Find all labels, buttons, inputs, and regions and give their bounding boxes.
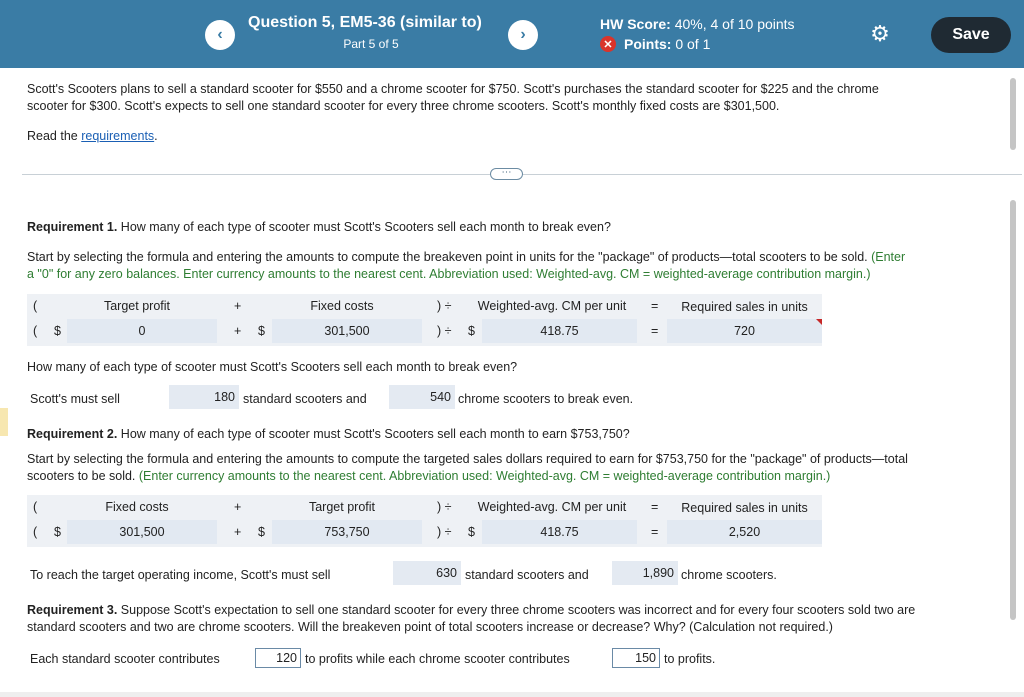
hw-score-value: 40%, 4 of 10 points — [674, 16, 795, 32]
plus-sign: + — [234, 500, 242, 514]
req2-instr-black: scooters to be sold. — [27, 469, 139, 483]
req1-standard-text: standard scooters and — [243, 392, 367, 406]
plus-sign: + — [234, 324, 242, 338]
chevron-right-icon: › — [520, 26, 526, 43]
req1-must-sell-label: Scott's must sell — [30, 392, 120, 406]
req3-contrib-prefix: Each standard scooter contributes — [30, 652, 220, 666]
error-marker — [816, 319, 822, 325]
req1-instr-line-1 — [27, 249, 905, 266]
intro-line-1: Scott's Scooters plans to sell a standard scooter for $550 and a chrome scooter for $750. Scott's purchases the standard scooter for $225 and the chrome — [27, 82, 879, 96]
col-fixed-costs-label: Fixed costs — [105, 500, 169, 514]
req1-instr-green: (Enter — [871, 250, 906, 264]
plus-sign: + — [234, 299, 242, 313]
close-divide: ) ÷ — [437, 299, 452, 313]
col-required-label: Required sales in units — [681, 300, 808, 314]
req3-contrib-suffix: to profits. — [664, 652, 716, 666]
close-divide: ) ÷ — [437, 324, 452, 338]
req3-line-2: standard scooters and two are chrome scooters. Will the breakeven point of total scooters increase or decrease? Why? (Calculation not required.) — [27, 620, 833, 634]
col-target-profit-label: Target profit — [103, 299, 170, 313]
dollar-sign: $ — [258, 324, 265, 338]
dollar-sign: $ — [54, 324, 61, 338]
req2-title-bold: Requirement 2. — [27, 427, 118, 441]
req1-chrome-text: chrome scooters to break even. — [458, 392, 634, 406]
req1-instr-line-2: a "0" for any zero balances. Enter currency amounts to the nearest cent. Abbreviation used: Weighted-avg. CM = weighted-average contribution margin.) — [27, 267, 871, 281]
top-scrollbar[interactable] — [1010, 78, 1016, 150]
req2-title-text: How many of each type of scooter must Scott's Scooters sell each month to earn $753,750? — [117, 427, 630, 441]
col-required-label: Required sales in units — [681, 501, 808, 515]
req2-chrome-text: chrome scooters. — [681, 568, 777, 582]
read-prefix: Read the — [27, 129, 82, 143]
req2-instr-line-1: Start by selecting the formula and entering the amounts to compute the targeted sales dollars required to earn for $753,750 for the "package" of products—total — [27, 452, 908, 466]
question-title: Question 5, EM5-36 (similar to) — [248, 14, 482, 31]
incorrect-icon: ✕ — [600, 36, 616, 52]
req1-standard-input[interactable]: 180 — [169, 385, 239, 409]
bottom-bar — [0, 692, 1024, 697]
cm-per-unit-input[interactable]: 418.75 — [482, 520, 637, 544]
dollar-sign: $ — [468, 324, 475, 338]
req2-instr-line-2 — [27, 468, 830, 485]
expand-more-button[interactable]: ⋯ — [490, 168, 523, 180]
req3-title-bold: Requirement 3. — [27, 603, 118, 617]
col-cm-label: Weighted-avg. CM per unit — [477, 500, 627, 514]
req1-title-text: How many of each type of scooter must Scott's Scooters sell each month to break even? — [117, 220, 611, 234]
req1-title — [27, 219, 611, 236]
col-target-profit-label: Target profit — [308, 500, 375, 514]
dollar-sign: $ — [54, 525, 61, 539]
col-cm-label: Weighted-avg. CM per unit — [477, 299, 627, 313]
dollar-sign: $ — [258, 525, 265, 539]
plus-sign: + — [234, 525, 242, 539]
equals-sign: = — [651, 500, 659, 514]
open-paren: ( — [33, 500, 38, 514]
read-suffix: . — [154, 129, 158, 143]
equals-sign: = — [651, 299, 659, 313]
left-marker — [0, 408, 8, 436]
save-button[interactable]: Save — [931, 17, 1011, 53]
target-profit-input[interactable]: 0 — [67, 319, 217, 343]
req1-instr-black: Start by selecting the formula and entering the amounts to compute the breakeven point in units for the "package" of products—total scooters to be sold. — [27, 250, 872, 264]
main-scrollbar[interactable] — [1010, 200, 1016, 620]
read-requirements — [27, 128, 158, 145]
previous-question-button[interactable] — [205, 20, 235, 50]
req2-must-sell-label: To reach the target operating income, Scott's must sell — [30, 568, 331, 582]
chevron-left-icon: ‹ — [217, 26, 223, 43]
hw-score-label: HW Score: — [600, 16, 671, 32]
points — [600, 36, 710, 52]
req2-standard-input[interactable]: 630 — [393, 561, 461, 585]
header-bar — [0, 0, 1024, 68]
open-paren: ( — [33, 525, 38, 539]
fixed-costs-input[interactable]: 301,500 — [67, 520, 217, 544]
equals-sign: = — [651, 525, 659, 539]
req3-line1-text: Suppose Scott's expectation to sell one standard scooter for every three chrome scooters was incorrect and for every four scooters sold two are — [117, 603, 916, 617]
points-value: 0 of 1 — [675, 36, 711, 52]
req2-title — [27, 426, 630, 443]
req3-contrib-mid: to profits while each chrome scooter contributes — [305, 652, 570, 666]
equals-sign: = — [651, 324, 659, 338]
req1-chrome-input[interactable]: 540 — [389, 385, 455, 409]
next-question-button[interactable] — [508, 20, 538, 50]
req2-instr-green: (Enter currency amounts to the nearest cent. Abbreviation used: Weighted-avg. CM = weighted-average contribution margin.) — [138, 469, 831, 483]
open-paren: ( — [33, 324, 38, 338]
close-divide: ) ÷ — [437, 525, 452, 539]
req2-chrome-input[interactable]: 1,890 — [612, 561, 678, 585]
required-sales-input[interactable]: 2,520 — [667, 520, 822, 544]
chrome-contribution-input[interactable]: 150 — [612, 648, 660, 668]
hw-score — [600, 16, 795, 32]
target-profit-input[interactable]: 753,750 — [272, 520, 422, 544]
req1-title-bold: Requirement 1. — [27, 220, 118, 234]
cm-per-unit-input[interactable]: 418.75 — [482, 319, 637, 343]
points-label: Points: — [624, 36, 672, 52]
req1-formula-table — [27, 294, 822, 346]
requirements-link[interactable]: requirements — [81, 129, 155, 143]
intro-line-2: scooter for $300. Scott's expects to sell one standard scooter for every three chrome scooters. Scott's monthly fixed costs are $301,500. — [27, 99, 780, 113]
req2-formula-table — [27, 495, 822, 547]
close-divide: ) ÷ — [437, 500, 452, 514]
question-part: Part 5 of 5 — [343, 37, 399, 51]
req2-standard-text: standard scooters and — [465, 568, 589, 582]
req3-line-1 — [27, 602, 915, 619]
col-fixed-costs-label: Fixed costs — [310, 299, 374, 313]
standard-contribution-input[interactable]: 120 — [255, 648, 301, 668]
required-sales-input[interactable]: 720 — [667, 319, 822, 343]
open-paren: ( — [33, 299, 38, 313]
fixed-costs-input[interactable]: 301,500 — [272, 319, 422, 343]
req1-question-2: How many of each type of scooter must Scott's Scooters sell each month to break even? — [27, 360, 518, 374]
gear-icon[interactable]: ⚙ — [870, 21, 890, 46]
dollar-sign: $ — [468, 525, 475, 539]
